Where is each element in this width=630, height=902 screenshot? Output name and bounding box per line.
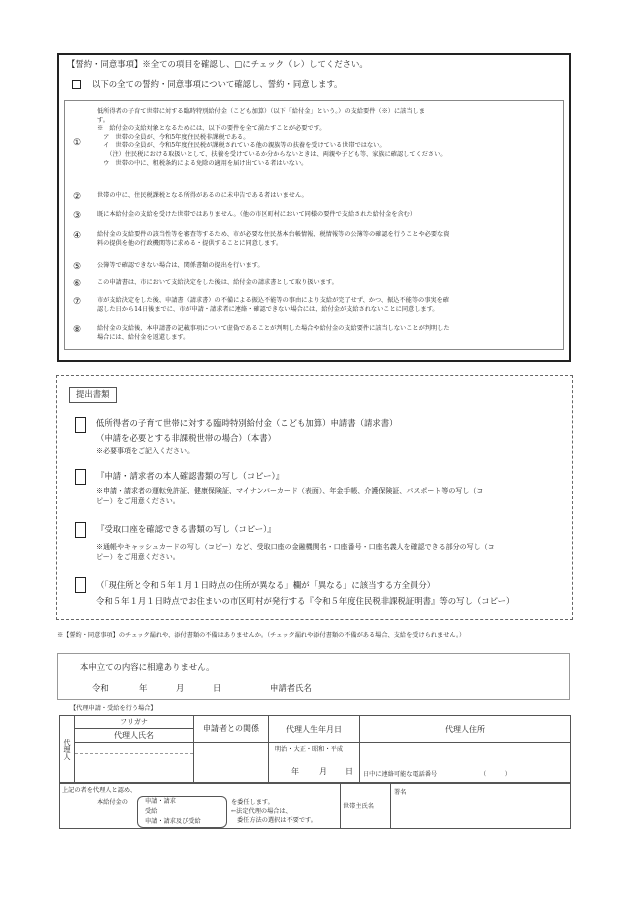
doc4-line1: （「現住所と令和５年１月１日時点の住所が異なる」欄が「異なる」に該当する方全員分）	[96, 580, 436, 590]
phone-paren: （ ）	[480, 771, 511, 778]
agent-name-label: 代理人氏名	[75, 729, 194, 743]
delegation-divider	[340, 783, 341, 829]
doc4-line2: 令和５年１月１日時点でお住まいの市区町村が発行する『令和５年度住民税非課税証明書』等の写し（コピー）	[96, 596, 515, 606]
oath-item-text: 場合には、給付金を返還します。	[97, 333, 190, 341]
legal-note-line2: 委任方法の選択は不要です。	[237, 817, 317, 824]
birth-day-label: 日	[345, 767, 353, 776]
doc3-checkbox[interactable]	[75, 522, 86, 538]
oath-item-text: イ 世帯の全員が、令和5年度住民税が課税されている他の親族等の扶養を受けている世帯ではない。	[97, 142, 386, 150]
agree-all-checkbox[interactable]	[72, 80, 81, 89]
householder-divider	[390, 783, 391, 829]
agent-side-label-cell	[60, 716, 75, 783]
householder-label: 世帯主氏名	[343, 803, 374, 810]
doc1-title: 低所得者の子育て世帯に対する臨時特別給付金（こども加算）申請書（請求書）	[96, 418, 398, 428]
agree-all-label: 以下の全ての誓約・同意事項について確認し、誓約・同意します。	[92, 79, 343, 89]
oath-heading: 【誓約・同意事項】※全ての項目を確認し、□にチェック（レ）してください。	[67, 59, 368, 69]
doc2-title: 『申請・請求者の本人確認書類の写し（コピー）』	[96, 471, 285, 481]
oath-item-number: ①	[73, 138, 82, 148]
oath-item-number: ③	[73, 211, 82, 221]
doc3-note-line2: ピー）をご用意ください。	[96, 553, 180, 561]
applicant-name-label: 申請者氏名	[270, 683, 312, 693]
documents-heading: 提出書類	[69, 387, 117, 403]
date-era: 令和	[92, 683, 109, 693]
delegate-option-both[interactable]: 申請・請求及び受給	[145, 818, 201, 825]
delegate-prefix: 本給付金の	[97, 799, 128, 806]
delegate-option-apply[interactable]: 申請・請求	[145, 798, 176, 805]
doc3-note-line1: ※通帳やキャッシュカードの写し（コピー）など、受取口座の金融機関名・口座番号・口座名義人を確認できる部分の写し（コ	[96, 543, 495, 551]
oath-item-number: ②	[73, 192, 82, 202]
birth-month-label: 月	[319, 767, 327, 776]
oath-item-text: 市が支給決定をした後、申請書（請求書）の不備による振込不能等の事由により支給が完了せず、かつ、振込不能等の事実を確	[97, 297, 449, 304]
date-year-label: 年	[139, 683, 148, 693]
declaration-text: 本申立ての内容に相違ありません。	[80, 662, 215, 672]
agent-side-label: 代理人	[63, 738, 71, 760]
oath-item-text: ア 世帯の全員が、令和5年度住民税非課税である。	[97, 133, 250, 141]
oath-item-text: 料の提供を他の行政機関等に求める・提供することに同意します。	[97, 239, 283, 247]
date-day-label: 日	[213, 683, 222, 693]
oath-item-text: 低所得者の子育て世帯に対する臨時特別給付金（こども加算）（以下「給付金」という。）の支給要件（※）に該当しま	[97, 108, 425, 115]
oath-item-text: 給付金の支給後、本申請書の記載事項について虚偽であることが判明した場合や給付金の支給要件に該当しないことが判明した	[97, 325, 450, 332]
oath-item-text: す。	[97, 116, 109, 124]
oath-item-number: ⑥	[73, 279, 82, 289]
birth-year-label: 年	[291, 767, 299, 776]
doc4-checkbox[interactable]	[75, 577, 86, 593]
oath-item-number: ④	[73, 231, 82, 241]
delegate-intro: 上記の者を代理人と認め、	[62, 787, 137, 794]
doc2-checkbox[interactable]	[75, 469, 86, 485]
doc1-checkbox[interactable]	[75, 417, 86, 433]
declaration-box	[57, 653, 570, 700]
delegate-suffix: を委任します。	[231, 799, 274, 806]
oath-item-text: 既に本給付金の支給を受けた世帯ではありません。（他の市区町村において同様の要件で支給された給付金を含む）	[97, 211, 417, 218]
oath-item-text: ※ 給付金の支給対象となるためには、以下の要件を全て満たすことが必要です。	[97, 125, 326, 133]
date-month-label: 月	[176, 683, 185, 693]
phone-label: 日中に連絡可能な電話番号	[363, 771, 438, 778]
furigana-label: フリガナ	[75, 716, 194, 729]
oath-item-text: この申請書は、市において支給決定をした後は、給付金の請求書として取り扱います。	[97, 279, 338, 286]
footnote: ※【誓約・同意事項】のチェック漏れや、添付書類の不備はありませんか。（チェック漏れや添付書類の不備がある場合、支給を受けられません。）	[57, 632, 466, 639]
doc2-note-line2: ピー）をご用意ください。	[96, 497, 180, 505]
oath-item-text: 認した日から14日後までに、市が申請・請求者に連絡・確認できない場合には、給付金が支給されないことに同意します。	[97, 305, 439, 313]
agent-table	[59, 715, 571, 783]
doc1-subtitle: （申請を必要とする非課税世帯の場合）（本書）	[96, 433, 277, 443]
legal-note-line1: ←法定代理の場合は、	[231, 808, 292, 815]
era-options: 明治・大正・昭和・平成	[275, 746, 344, 753]
oath-item-number: ⑤	[73, 262, 82, 272]
oath-item-text: 公簿等で確認できない場合は、関係書類の提出を行います。	[97, 262, 264, 269]
oath-item-number: ⑦	[73, 297, 82, 307]
relation-label: 申請者との関係	[194, 716, 269, 743]
birthdate-label: 代理人生年月日	[269, 716, 360, 743]
relation-field[interactable]	[194, 743, 269, 783]
oath-item-text: 給付金の支給要件の該当性等を審査等するため、市が必要な住民基本台帳情報、税情報等の公簿等の確認を行うことや必要な資	[97, 231, 450, 238]
oath-item-number: ⑧	[73, 325, 82, 335]
oath-item-text: （注）住民税における取扱いとして、扶養を受けているか分からないときは、両親や子ども等、家族に確認してください。	[97, 151, 447, 158]
oath-item-text: 世帯の中に、住民税課税となる所得があるのに未申告である者はいません。	[97, 192, 308, 199]
address-label: 代理人住所	[360, 716, 571, 743]
birthdate-field[interactable]	[269, 743, 360, 783]
doc1-note: ※必要事項をご記入ください。	[96, 447, 194, 455]
delegate-option-receive[interactable]: 受給	[145, 808, 158, 815]
doc3-title: 『受取口座を確認できる書類の写し（コピー）』	[96, 524, 276, 534]
address-field[interactable]	[360, 743, 571, 783]
agent-heading: 【代理申請・受給を行う場合】	[70, 705, 157, 712]
seal-label: 署名	[394, 789, 407, 796]
doc2-note-line1: ※申請・請求者の運転免許証、健康保険証、マイナンバーカード（表面）、年金手帳、介護保険証、パスポート等の写し（コ	[96, 487, 484, 495]
agent-name-field[interactable]	[75, 743, 194, 783]
oath-item-text: ウ 世帯の中に、租税条約による免除の適用を届け出ている者はいない。	[97, 159, 308, 167]
